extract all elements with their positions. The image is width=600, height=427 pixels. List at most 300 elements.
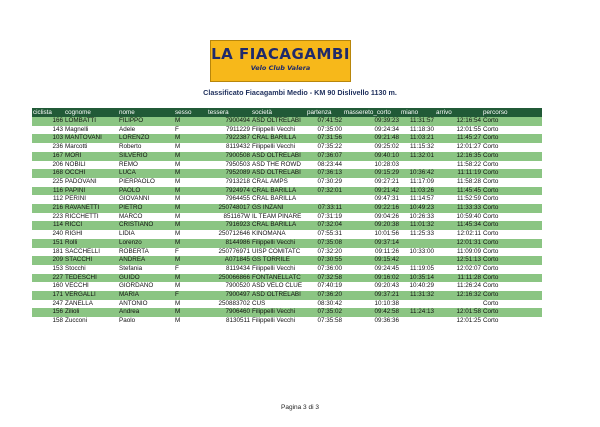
column-header: ciclista (32, 108, 64, 117)
table-cell: CUS (251, 300, 306, 309)
table-cell: F (174, 126, 207, 135)
table-row (32, 308, 542, 317)
table-cell: 112 (32, 195, 64, 204)
table-cell: 07:35:00 (306, 126, 343, 135)
table-cell: LOMBATTI (64, 117, 118, 126)
table-cell: CRAL AMPS (251, 178, 306, 187)
table-cell: VECCHI (64, 282, 118, 291)
table-row (32, 265, 542, 274)
table-cell: 7911229 (207, 126, 251, 135)
table-cell: M (174, 300, 207, 309)
table-cell: 11:15:32 (400, 143, 435, 152)
table-cell: 171 (32, 291, 64, 300)
table-cell: 09:20:38 (343, 221, 400, 230)
table-cell: 09:21:42 (343, 187, 400, 196)
table-cell: Adele (118, 126, 174, 135)
table-cell: RICCHETTI (64, 213, 118, 222)
table-cell: PIETRO (118, 204, 174, 213)
table-cell (400, 239, 435, 248)
table-cell: 07:32:20 (306, 248, 343, 257)
table-cell: 7900494 (207, 117, 251, 126)
table-cell: M (174, 187, 207, 196)
table-cell: Stocchi (64, 265, 118, 274)
table-cell: Zucconi (64, 317, 118, 326)
table-cell: Corto (482, 204, 542, 213)
table-cell: RIGHI (64, 230, 118, 239)
table-cell: 11:18:30 (400, 126, 435, 135)
table-cell: 12:02:07 (435, 265, 482, 274)
table-cell: 12:01:27 (435, 143, 482, 152)
table-cell: 11:32:01 (400, 152, 435, 161)
table-cell: 07:32:04 (306, 221, 343, 230)
table-cell: 09:40:10 (343, 152, 400, 161)
table-cell: ASD VELO CLUE (251, 282, 306, 291)
table-cell: 227 (32, 274, 64, 283)
table-row (32, 282, 542, 291)
table-cell: 7906460 (207, 308, 251, 317)
table-row (32, 195, 542, 204)
table-cell: 07:31:56 (306, 134, 343, 143)
table-cell: 158 (32, 317, 64, 326)
table-cell: M (174, 117, 207, 126)
table-cell: Corto (482, 152, 542, 161)
table-cell: 181 (32, 248, 64, 257)
table-cell: Corto (482, 213, 542, 222)
table-cell: PAPINI (64, 187, 118, 196)
table-cell: CRAL BARILLA (251, 221, 306, 230)
table-cell: Corto (482, 187, 542, 196)
table-row (32, 187, 542, 196)
table-cell: 09:21:48 (343, 134, 400, 143)
table-cell: 7913218 (207, 178, 251, 187)
table-cell: CRAL BARILLA (251, 187, 306, 196)
table-cell: 250712646 (207, 230, 251, 239)
table-row (32, 134, 542, 143)
table-cell: 8119432 (207, 143, 251, 152)
table-cell: 12:16:54 (435, 117, 482, 126)
table-cell: F (174, 265, 207, 274)
table-cell: ANTONIO (118, 300, 174, 309)
table-cell: 09:47:31 (343, 195, 400, 204)
table-cell: 11:58:28 (435, 178, 482, 187)
table-cell: M (174, 239, 207, 248)
table-cell: 11:45:45 (435, 187, 482, 196)
table-cell: 250776971 (207, 248, 251, 257)
table-cell: 11:09:09 (435, 248, 482, 257)
table-cell: 11:31:32 (400, 291, 435, 300)
table-row (32, 291, 542, 300)
club-logo (210, 40, 351, 82)
table-cell: Corto (482, 126, 542, 135)
table-cell: M (174, 169, 207, 178)
table-cell: PERINI (64, 195, 118, 204)
table-cell: OCCHI (64, 169, 118, 178)
table-cell: 09:20:43 (343, 282, 400, 291)
table-cell: 11:11:28 (435, 274, 482, 283)
table-cell: 103 (32, 134, 64, 143)
table-row (32, 300, 542, 309)
table-cell: GS TORRILE (251, 256, 306, 265)
table-cell: 7952089 (207, 169, 251, 178)
table-cell: Rolli (64, 239, 118, 248)
table-cell: 09:39:23 (343, 117, 400, 126)
table-cell: 09:37:14 (343, 239, 400, 248)
table-cell: 8119434 (207, 265, 251, 274)
table-cell: 168 (32, 169, 64, 178)
table-cell: Magnelli (64, 126, 118, 135)
table-cell: 10:36:42 (400, 169, 435, 178)
table-cell: ASD OLTRELABI (251, 169, 306, 178)
table-cell: 167 (32, 152, 64, 161)
table-cell: KINOMANA (251, 230, 306, 239)
table-header-row (32, 108, 542, 117)
table-cell: 206 (32, 161, 64, 170)
table-cell: M (174, 178, 207, 187)
table-cell: M (174, 152, 207, 161)
table-cell: 11:24:13 (400, 308, 435, 317)
table-cell: 225 (32, 178, 64, 187)
table-cell: 12:01:25 (435, 317, 482, 326)
table-cell: 07:32:58 (306, 274, 343, 283)
table-cell: 07:55:31 (306, 230, 343, 239)
table-cell: 11:26:24 (435, 282, 482, 291)
table-cell: 07:36:07 (306, 152, 343, 161)
table-cell: 160 (32, 282, 64, 291)
table-cell: Filippelli Vecchi (251, 143, 306, 152)
table-cell: 09:11:26 (343, 248, 400, 257)
table-cell: 07:35:22 (306, 143, 343, 152)
table-cell: 166 (32, 117, 64, 126)
table-cell: 07:30:55 (306, 256, 343, 265)
table-cell: CRAL BARILLA (251, 195, 306, 204)
table-cell: ASD THE ROWD (251, 161, 306, 170)
table-cell: Corto (482, 221, 542, 230)
table-cell: 07:33:11 (306, 204, 343, 213)
table-cell: 11:11:19 (435, 169, 482, 178)
table-cell: 250066866 (207, 274, 251, 283)
table-cell: M (174, 230, 207, 239)
table-cell: Corto (482, 195, 542, 204)
table-cell: GUIDO (118, 274, 174, 283)
table-cell: 09:36:36 (343, 317, 400, 326)
table-cell: 07:30:29 (306, 178, 343, 187)
table-cell: M (174, 274, 207, 283)
table-cell: M (174, 256, 207, 265)
column-header: massereto_corto (343, 108, 400, 117)
table-cell: 09:16:02 (343, 274, 400, 283)
table-cell: 114 (32, 221, 64, 230)
table-cell: Corto (482, 230, 542, 239)
column-header: percorso (482, 108, 542, 117)
table-cell: M (174, 195, 207, 204)
table-cell: Lorenzo (118, 239, 174, 248)
table-cell: 07:31:19 (306, 213, 343, 222)
table-cell: 240 (32, 230, 64, 239)
table-row (32, 143, 542, 152)
table-cell: 07:36:00 (306, 265, 343, 274)
table-cell: IL TEAM PINARE (251, 213, 306, 222)
table-cell: 10:10:38 (343, 300, 400, 309)
table-cell: Corto (482, 178, 542, 187)
table-cell: UISP COMITATC (251, 248, 306, 257)
table-cell: 11:14:57 (400, 195, 435, 204)
table-cell: M (174, 308, 207, 317)
table-cell: 11:52:59 (435, 195, 482, 204)
table-cell: 10:33:00 (400, 248, 435, 257)
table-row (32, 239, 542, 248)
table-row (32, 169, 542, 178)
table-cell: 07:35:02 (306, 308, 343, 317)
table-row (32, 126, 542, 135)
table-cell (306, 195, 343, 204)
table-cell: 12:01:31 (435, 239, 482, 248)
table-cell: 12:01:55 (435, 126, 482, 135)
table-cell: SILVERIO (118, 152, 174, 161)
table-cell: ASD OLTRELABI (251, 291, 306, 300)
table-cell: SACCHELLI (64, 248, 118, 257)
table-cell: Filippelli Vecchi (251, 239, 306, 248)
table-cell: F (174, 248, 207, 257)
table-cell: FONTANELLATC (251, 274, 306, 283)
table-cell: 11:45:27 (435, 134, 482, 143)
table-row (32, 256, 542, 265)
column-header: partenza (306, 108, 343, 117)
table-cell: 09:15:29 (343, 169, 400, 178)
logo-subtitle: Velo Club Valera (250, 64, 311, 72)
table-cell: 10:40:29 (400, 282, 435, 291)
table-row (32, 152, 542, 161)
table-cell: Paolo (118, 317, 174, 326)
table-cell: Corto (482, 117, 542, 126)
table-row (32, 213, 542, 222)
table-cell: RICCI (64, 221, 118, 230)
table-cell: TEDESCHI (64, 274, 118, 283)
table-cell: CRAL BARILLA (251, 134, 306, 143)
table-body (32, 117, 542, 326)
table-cell: 09:27:21 (343, 178, 400, 187)
table-cell: 10:26:33 (400, 213, 435, 222)
column-header: tessera (207, 108, 251, 117)
table-row (32, 248, 542, 257)
table-cell: 10:01:56 (343, 230, 400, 239)
table-cell: 7900497 (207, 291, 251, 300)
table-cell: 09:37:21 (343, 291, 400, 300)
table-cell: 12:16:32 (435, 291, 482, 300)
table-cell: 12:51:13 (435, 256, 482, 265)
table-cell: 07:35:58 (306, 317, 343, 326)
table-cell: 11:03:26 (400, 187, 435, 196)
table-cell: MORI (64, 152, 118, 161)
table-cell: 08:30:42 (306, 300, 343, 309)
table-cell: 09:15:42 (343, 256, 400, 265)
table-cell: Corto (482, 308, 542, 317)
logo-title: LA FIACAGAMBI (211, 45, 350, 63)
table-cell: 09:42:58 (343, 308, 400, 317)
table-cell: 209 (32, 256, 64, 265)
table-cell: RAVANETTI (64, 204, 118, 213)
table-cell: 11:03:21 (400, 134, 435, 143)
table-cell: Corto (482, 256, 542, 265)
table-cell: Corto (482, 291, 542, 300)
table-cell: LIDIA (118, 230, 174, 239)
table-cell: 143 (32, 126, 64, 135)
table-cell: 116 (32, 187, 64, 196)
table-cell: Corto (482, 265, 542, 274)
table-cell: 09:24:34 (343, 126, 400, 135)
table-cell: M (174, 213, 207, 222)
table-cell: FILIPPO (118, 117, 174, 126)
table-cell: 07:35:08 (306, 239, 343, 248)
table-cell: 11:45:34 (435, 221, 482, 230)
table-cell: ASD OLTRELABI (251, 152, 306, 161)
table-cell: F (174, 291, 207, 300)
table-cell: 247 (32, 300, 64, 309)
table-cell: 11:33:33 (435, 204, 482, 213)
table-cell: 7922387 (207, 134, 251, 143)
table-cell: Corto (482, 169, 542, 178)
table-cell: 7916923 (207, 221, 251, 230)
table-cell: Corto (482, 300, 542, 309)
table-cell: 11:01:32 (400, 221, 435, 230)
table-cell: Filippelli Vecchi (251, 308, 306, 317)
table-cell: ROBERTA (118, 248, 174, 257)
table-row (32, 221, 542, 230)
table-cell: 236 (32, 143, 64, 152)
table-cell: 12:16:35 (435, 152, 482, 161)
table-row (32, 274, 542, 283)
column-header: arrivo (435, 108, 482, 117)
table-row (32, 161, 542, 170)
table-cell: 151 (32, 239, 64, 248)
table-cell: 250748017 (207, 204, 251, 213)
table-cell: CRISTIANO (118, 221, 174, 230)
table-cell (400, 161, 435, 170)
table-cell: 10:35:14 (400, 274, 435, 283)
document-heading: Classificato Fiacagambi Medio - KM 90 Dislivello 1130 m. (203, 88, 397, 97)
table-cell (400, 300, 435, 309)
column-header: miano (400, 108, 435, 117)
table-cell: M (174, 221, 207, 230)
table-cell: NOBILI (64, 161, 118, 170)
table-cell: 09:24:45 (343, 265, 400, 274)
table-cell: 07:36:20 (306, 291, 343, 300)
table-cell: 7924974 (207, 187, 251, 196)
table-cell: Corto (482, 317, 542, 326)
table-cell: 09:22:16 (343, 204, 400, 213)
column-header: sesso (174, 108, 207, 117)
table-row (32, 317, 542, 326)
table-cell: PAOLO (118, 187, 174, 196)
table-cell: A071845 (207, 256, 251, 265)
table-cell: Andrea (118, 308, 174, 317)
table-cell: 07:36:13 (306, 169, 343, 178)
table-cell: LUCA (118, 169, 174, 178)
table-cell: M (174, 317, 207, 326)
table-cell: 09:04:26 (343, 213, 400, 222)
table-cell: Stefania (118, 265, 174, 274)
table-cell: GIOVANNI (118, 195, 174, 204)
table-cell: 11:17:09 (400, 178, 435, 187)
table-cell: MANTOVANI (64, 134, 118, 143)
table-cell: 223 (32, 213, 64, 222)
table-cell: Zilioli (64, 308, 118, 317)
table-cell: 7964455 (207, 195, 251, 204)
table-cell: 10:28:03 (343, 161, 400, 170)
table-cell: ANDREA (118, 256, 174, 265)
table-cell: MARIA (118, 291, 174, 300)
table-cell: Roberto (118, 143, 174, 152)
table-cell: Corto (482, 282, 542, 291)
table-row (32, 230, 542, 239)
table-cell: 8144986 (207, 239, 251, 248)
table-cell: ASD OLTRELABI (251, 117, 306, 126)
table-row (32, 117, 542, 126)
results-table (32, 108, 542, 326)
table-cell: Corto (482, 161, 542, 170)
table-cell: Corto (482, 143, 542, 152)
column-header: nome (118, 108, 174, 117)
table-cell: 11:25:33 (400, 230, 435, 239)
table-cell: Corto (482, 248, 542, 257)
table-row (32, 178, 542, 187)
table-cell: 216 (32, 204, 64, 213)
table-cell: 07:32:01 (306, 187, 343, 196)
table-cell: ZANELLA (64, 300, 118, 309)
table-cell: 07:40:19 (306, 282, 343, 291)
column-header: società (251, 108, 306, 117)
table-cell: 12:01:58 (435, 308, 482, 317)
column-header: cognome (64, 108, 118, 117)
table-cell: 12:02:11 (435, 230, 482, 239)
table-cell: 156 (32, 308, 64, 317)
table-cell: M (174, 204, 207, 213)
table-cell: M (174, 134, 207, 143)
table-cell: 10:59:40 (435, 213, 482, 222)
page-number: Pagina 3 di 3 (281, 404, 319, 411)
table-cell: M (174, 161, 207, 170)
table-cell: GS INZANI (251, 204, 306, 213)
table-cell: 09:25:02 (343, 143, 400, 152)
table-cell: 11:31:57 (400, 117, 435, 126)
table-cell: STACCHI (64, 256, 118, 265)
table-cell: 11:58:22 (435, 161, 482, 170)
table-cell: VERGALLI (64, 291, 118, 300)
table-cell: 07:41:52 (306, 117, 343, 126)
table-cell: Filippelli Vecchi (251, 126, 306, 135)
table-cell: 11:19:05 (400, 265, 435, 274)
table-cell (400, 256, 435, 265)
table-cell: M (174, 143, 207, 152)
table-cell: 153 (32, 265, 64, 274)
table-cell: Filippelli Vecchi (251, 317, 306, 326)
table-cell: 7900508 (207, 152, 251, 161)
table-cell: PIERPAOLO (118, 178, 174, 187)
table-cell: Corto (482, 134, 542, 143)
table-cell: Corto (482, 274, 542, 283)
table-cell: REMO (118, 161, 174, 170)
table-cell: 7900520 (207, 282, 251, 291)
table-cell: 8130511 (207, 317, 251, 326)
table-cell (435, 300, 482, 309)
table-cell: 10:49:23 (400, 204, 435, 213)
table-cell: 7950503 (207, 161, 251, 170)
table-cell: Marcotti (64, 143, 118, 152)
table-cell: Corto (482, 239, 542, 248)
table-cell: MARCO (118, 213, 174, 222)
table-cell: M (174, 282, 207, 291)
table-cell: 250883702 (207, 300, 251, 309)
table-cell: 08:23:44 (306, 161, 343, 170)
